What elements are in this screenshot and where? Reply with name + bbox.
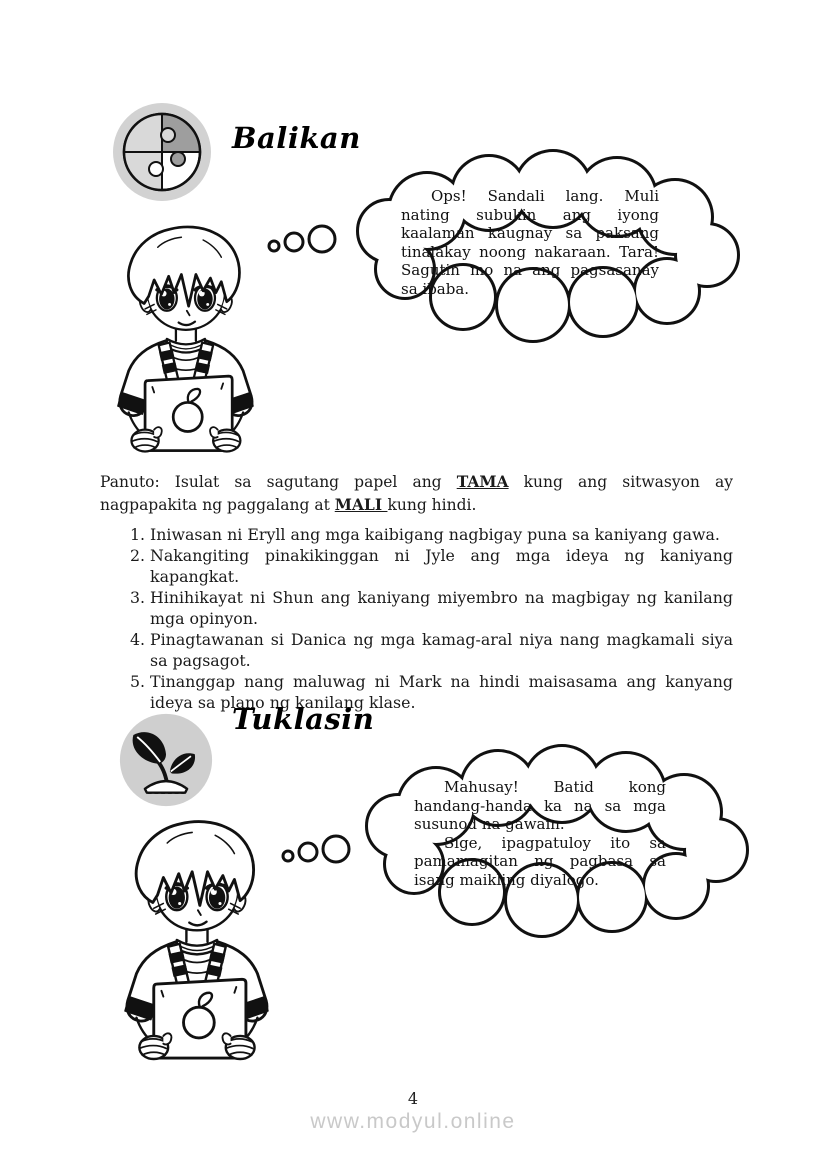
thought-bubble-balikan [355,147,747,345]
boy-with-laptop-illustration [100,814,292,1068]
list-item [130,524,733,545]
bubble-paragraph: Sige, ipagpatuloy ito sa pamamagitan ng pagbasa sa isang maikling diyalogo. [414,833,666,889]
item-number: 1. [130,525,146,544]
bubble-paragraph: Mahusay! Batid kong handang-handa ka na sa mga susunod na gawain. [414,778,666,834]
instructions-prefix: Panuto: Isulat sa sagutang papel ang [100,473,457,491]
item-text: Tinanggap nang maluwag ni Mark na hindi maisasama ang kanyang ideya sa plano ng kanilang klase. [150,672,733,712]
watermark: www.modyul.online [310,1110,516,1133]
item-text: Hinihikayat ni Shun ang kaniyang miyembro na magbigay ng kanilang mga opinyon. [150,588,733,628]
page-number: 4 [407,1089,419,1108]
item-text: Pinagtawanan si Danica ng mga kamag-aral niya nang magkamali siya sa pagsagot. [150,630,733,670]
section-title-balikan: Balikan [232,121,361,155]
answer-keyword-tama: TAMA [456,472,509,491]
bubble-text-tuklasin [414,778,666,890]
item-number: 4. [130,630,146,649]
instructions-text [100,471,733,516]
list-item [130,545,733,587]
thought-bubble-tuklasin [364,742,756,940]
list-item [130,629,733,671]
item-number: 5. [130,672,146,691]
exercise-list [100,524,733,713]
list-item [130,587,733,629]
section-title-tuklasin: Tuklasin [232,702,375,736]
bubble-text-balikan [401,187,659,299]
answer-keyword-mali: MALI [334,494,388,514]
thought-trail-icon [264,222,349,271]
item-number: 2. [130,546,146,565]
instructions-suffix: kung hindi. [387,495,477,514]
boy-with-laptop-illustration [94,220,276,460]
seedling-icon [118,712,214,808]
item-number: 3. [130,588,146,607]
instructions-middle: kung ang sitwasyon ay nagpapakita ng paggalang at [100,473,733,514]
bubble-paragraph: Ops! Sandali lang. Muli nating subukin ang iyong kaalaman kaugnay sa paksang tinalakay noong nakaraan. Tara! Sagutin mo na ang pagsasanay sa ibaba. [401,187,659,298]
item-text: Iniwasan ni Eryll ang mga kaibigang nagbigay puna sa kaniyang gawa. [150,525,720,544]
item-text: Nakangiting pinakikinggan ni Jyle ang mga ideya ng kaniyang kapangkat. [150,546,733,586]
puzzle-icon [112,102,212,202]
list-item [130,671,733,713]
